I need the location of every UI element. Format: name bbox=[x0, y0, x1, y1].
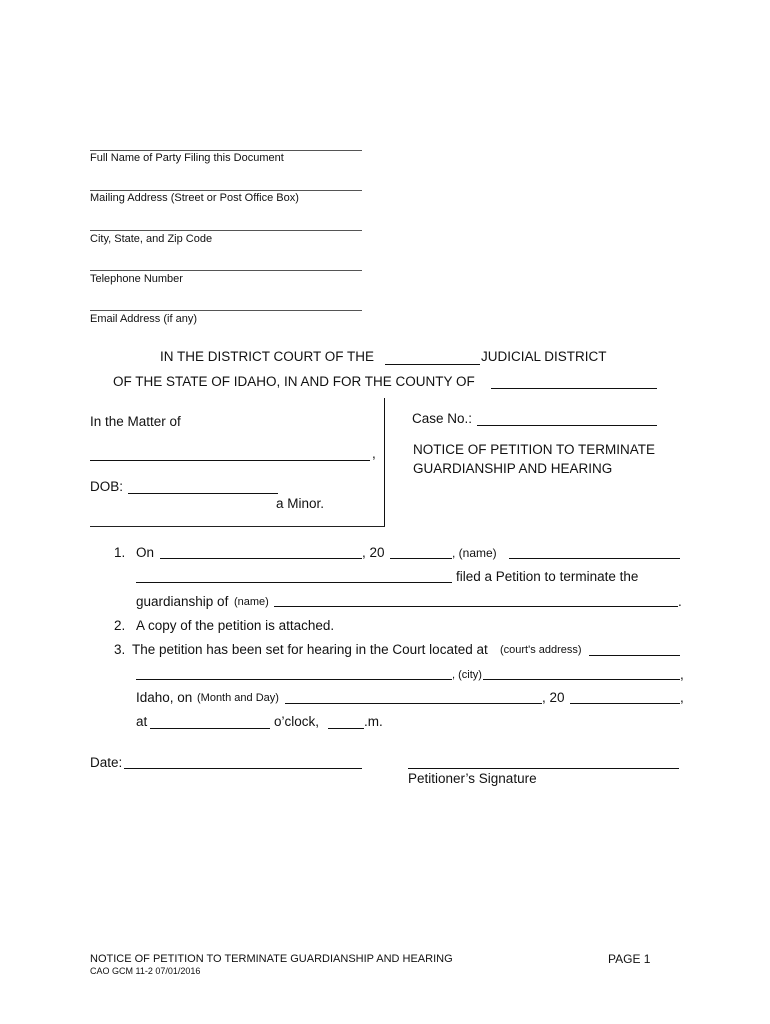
hearing-time-field[interactable] bbox=[150, 728, 270, 729]
form-id: CAO GCM 11-2 07/01/2016 bbox=[90, 966, 201, 976]
item3-address-label: (court's address) bbox=[500, 644, 582, 656]
page-number: PAGE 1 bbox=[608, 952, 651, 966]
caption-divider-vertical bbox=[384, 398, 385, 526]
item3-oclock: o’clock, bbox=[274, 714, 320, 729]
petitioner-signature-label: Petitioner’s Signature bbox=[408, 771, 537, 786]
item3-city-label: , (city) bbox=[452, 669, 482, 681]
court-line1-b: JUDICIAL DISTRICT bbox=[481, 349, 607, 364]
hearing-year-field[interactable] bbox=[570, 703, 680, 704]
court-line1-a: IN THE DISTRICT COURT OF THE bbox=[160, 349, 375, 364]
item3-month-label: (Month and Day) bbox=[197, 692, 279, 704]
item3-idaho-on: Idaho, on bbox=[136, 690, 193, 705]
court-address-field-2[interactable] bbox=[136, 679, 452, 680]
item1-guard-name-label: (name) bbox=[234, 596, 269, 608]
filing-year-field[interactable] bbox=[390, 558, 452, 559]
a-minor-label: a Minor. bbox=[276, 496, 325, 511]
mailing-address-label: Mailing Address (Street or Post Office Box) bbox=[90, 192, 299, 204]
city-state-zip-label: City, State, and Zip Code bbox=[90, 233, 213, 245]
item3-20: , 20 bbox=[542, 690, 565, 705]
case-no-label: Case No.: bbox=[412, 411, 473, 426]
date-field[interactable] bbox=[124, 768, 362, 769]
city-state-zip-line[interactable] bbox=[90, 230, 362, 231]
filing-date-field[interactable] bbox=[160, 558, 362, 559]
court-address-field[interactable] bbox=[589, 655, 680, 656]
item1-period: . bbox=[678, 594, 682, 609]
item3-comma2: , bbox=[680, 690, 684, 705]
item3-comma: , bbox=[680, 667, 684, 682]
item3-number: 3. bbox=[114, 642, 126, 657]
item2-number: 2. bbox=[114, 618, 126, 633]
minor-name-field[interactable] bbox=[90, 460, 370, 461]
am-pm-field[interactable] bbox=[328, 728, 364, 729]
petitioner-name-field-2[interactable] bbox=[136, 582, 452, 583]
item1-on: On bbox=[136, 545, 155, 560]
ward-name-field[interactable] bbox=[274, 606, 678, 607]
footer-title: NOTICE OF PETITION TO TERMINATE GUARDIANSHIP AND HEARING bbox=[90, 953, 453, 965]
full-name-label: Full Name of Party Filing this Document bbox=[90, 152, 284, 164]
document-title-line1: NOTICE OF PETITION TO TERMINATE bbox=[413, 442, 656, 457]
item1-number: 1. bbox=[114, 545, 126, 560]
in-the-matter-of: In the Matter of bbox=[90, 414, 181, 429]
item1-20: , 20 bbox=[362, 545, 385, 560]
item3-m: .m. bbox=[364, 714, 383, 729]
item1-guardianship-of: guardianship of bbox=[136, 594, 229, 609]
court-line2: OF THE STATE OF IDAHO, IN AND FOR THE COUNTY OF bbox=[113, 374, 475, 389]
date-label: Date: bbox=[90, 755, 123, 770]
hearing-date-field[interactable] bbox=[285, 703, 542, 704]
item1-name-label bbox=[452, 546, 497, 560]
county-field[interactable] bbox=[491, 388, 657, 389]
full-name-line[interactable] bbox=[90, 150, 362, 151]
mailing-address-line[interactable] bbox=[90, 190, 362, 191]
email-line[interactable] bbox=[90, 310, 362, 311]
document-title-line2: GUARDIANSHIP AND HEARING bbox=[413, 461, 613, 476]
dob-label: DOB: bbox=[90, 479, 124, 494]
petitioner-name-field[interactable] bbox=[509, 558, 680, 559]
petitioner-signature-field[interactable] bbox=[408, 768, 679, 769]
item1-filed-text: filed a Petition to terminate the bbox=[456, 569, 639, 584]
dob-field[interactable] bbox=[128, 493, 278, 494]
telephone-line[interactable] bbox=[90, 270, 362, 271]
item2-text: A copy of the petition is attached. bbox=[136, 618, 335, 633]
item3-text: The petition has been set for hearing in the Court located at bbox=[132, 642, 488, 657]
caption-divider-bottom bbox=[90, 526, 385, 527]
court-city-field[interactable] bbox=[483, 679, 680, 680]
email-label: Email Address (if any) bbox=[90, 313, 197, 325]
telephone-label: Telephone Number bbox=[90, 273, 183, 285]
judicial-district-field[interactable] bbox=[385, 364, 480, 365]
minor-name-comma: , bbox=[372, 446, 376, 461]
item1-name-text: , (name) bbox=[452, 546, 497, 560]
case-no-field[interactable] bbox=[477, 425, 657, 426]
item3-at: at bbox=[136, 714, 148, 729]
